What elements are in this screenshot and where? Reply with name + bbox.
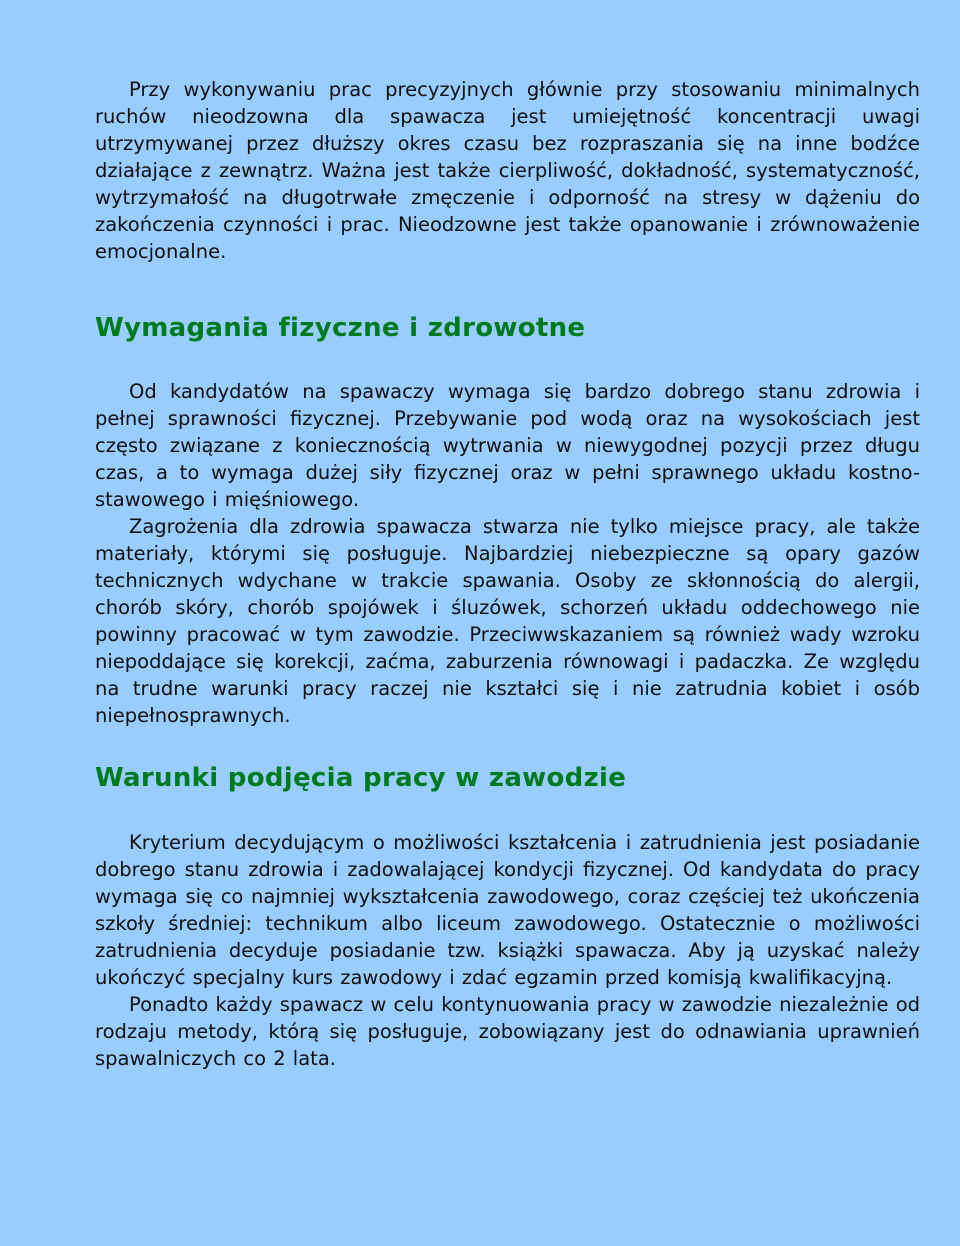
conditions-paragraph: Ponadto każdy spawacz w celu kontynuowania pracy w zawodzie niezależnie od rodzaju metody, którą się posługuje, zobowiązany jest do odnawiania uprawnień spawalniczych co 2 lata. bbox=[95, 993, 920, 1070]
health-paragraph: Od kandydatów na spawaczy wymaga się bardzo dobrego stanu zdrowia i pełnej sprawności fizycznej. Przebywanie pod wodą oraz na wysokościach jest często związane z koniecznością wytrwania w niewygodnej pozycji przez długu czas, a to wymaga dużej siły fizycznej oraz w pełni sprawnego układu kostno-stawowego i mięśniowego. bbox=[95, 380, 920, 511]
health-section bbox=[95, 378, 920, 729]
section-heading-conditions: Warunki podjęcia pracy w zawodzie bbox=[95, 763, 627, 793]
conditions-paragraph: Kryterium decydującym o możliwości kształcenia i zatrudnienia jest posiadanie dobrego stanu zdrowia i zadowalającej kondycji fizycznej. Od kandydata do pracy wymaga się co najmniej wykształcenia zawodowego, coraz częściej też ukończenia szkoły średniej: technikum albo liceum zawodowego. Ostatecznie o możliwości zatrudnienia decyduje posiadanie tzw. książki spawacza. Aby ją uzyskać należy ukończyć specjalny kurs zawodowy i zdać egzamin przed komisją kwalifikacyjną. bbox=[95, 831, 920, 989]
conditions-section bbox=[95, 829, 920, 1072]
intro-section bbox=[95, 76, 920, 265]
intro-paragraph: Przy wykonywaniu prac precyzyjnych głównie przy stosowaniu minimalnych ruchów nieodzowna dla spawacza jest umiejętność koncentracji uwagi utrzymywanej przez dłuższy okres czasu bez rozpraszania się na inne bodźce działające z zewnątrz. Ważna jest także cierpliwość, dokładność, systematyczność, wytrzymałość na długotrwałe zmęczenie i odporność na stresy w dążeniu do zakończenia czynności i prac. Nieodzowne jest także opanowanie i zrównoważenie emocjonalne. bbox=[95, 78, 920, 263]
health-paragraph: Zagrożenia dla zdrowia spawacza stwarza nie tylko miejsce pracy, ale także materiały, którymi się posługuje. Najbardziej niebezpieczne są opary gazów technicznych wdychane w trakcie spawania. Osoby ze skłonnością do alergii, chorób skóry, chorób spojówek i śluzówek, schorzeń układu oddechowego nie powinny pracować w tym zawodzie. Przeciwwskazaniem są również wady wzroku niepoddające się korekcji, zaćma, zaburzenia równowagi i padaczka. Ze względu na trudne warunki pracy raczej nie kształci się i nie zatrudnia kobiet i osób niepełnosprawnych. bbox=[95, 515, 920, 727]
section-heading-health: Wymagania fizyczne i zdrowotne bbox=[95, 313, 586, 343]
